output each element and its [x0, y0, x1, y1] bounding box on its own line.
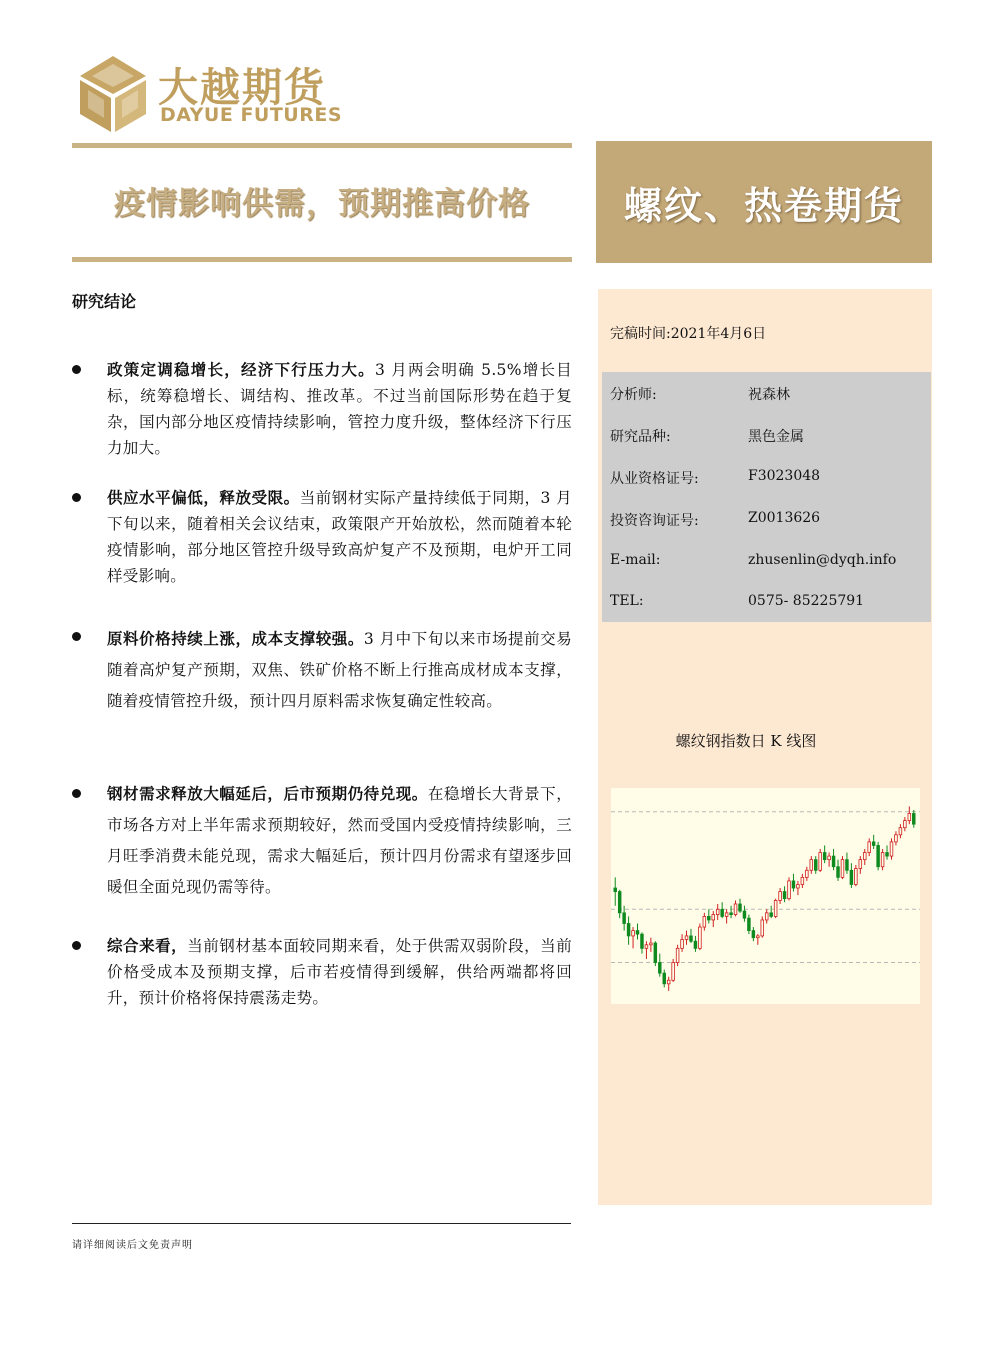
candle-body	[618, 892, 621, 913]
candle-body	[663, 973, 666, 984]
candle	[685, 931, 688, 945]
candle	[863, 849, 866, 865]
candle	[832, 849, 835, 870]
footer-disclaimer: 请详细阅读后文免责声明	[72, 1240, 193, 1251]
candle-body	[850, 870, 853, 884]
candle-body	[837, 867, 840, 878]
candle	[730, 906, 733, 918]
candle	[636, 923, 639, 939]
analyst-info-box	[602, 372, 931, 622]
candle	[739, 899, 742, 913]
candle	[627, 916, 630, 944]
candle-body	[805, 870, 808, 877]
candle	[712, 911, 715, 927]
candle-body	[636, 931, 639, 935]
candle	[694, 936, 697, 952]
candle-body	[667, 980, 670, 984]
candle-body	[814, 860, 817, 871]
candle	[721, 902, 724, 918]
candle-body	[774, 900, 777, 916]
candle-body	[797, 884, 800, 888]
candle-body	[828, 856, 831, 860]
candle-body	[681, 939, 684, 948]
bullet-item	[72, 933, 572, 1011]
candle	[658, 954, 661, 977]
candle	[672, 959, 675, 982]
candle-body	[788, 881, 791, 899]
footer-rule	[72, 1223, 571, 1224]
candle	[797, 881, 800, 895]
candle-body	[623, 913, 626, 924]
candle	[690, 929, 693, 943]
candle	[855, 865, 858, 886]
candle-body	[716, 909, 719, 914]
bullet-body: 3 月中下旬以来市场提前交易随着高炉复产预期，双焦、铁矿价格不断上行推高成材成本支撑，随着疫情管控升级，预计四月原料需求恢复确定性较高。	[107, 630, 572, 710]
candle-body	[770, 913, 773, 917]
candle-body	[739, 904, 742, 911]
bullet-lead: 供应水平偏低，释放受限。	[107, 489, 300, 507]
candle	[890, 838, 893, 859]
bullet-lead: 综合来看，	[107, 937, 188, 955]
candle	[770, 906, 773, 918]
candle	[725, 909, 728, 923]
bullet-body: 当前钢材实际产量持续低于同期，3 月下旬以来，随着相关会议结束，政策限产开始放松，然而随着本轮疫情影响，部分地区管控升级导致高炉复产不及预期，电炉开工同样受影响。	[107, 489, 572, 585]
completion-date: 完稿时间:2021年4月6日	[610, 326, 767, 342]
candle	[716, 904, 719, 920]
candle-body	[779, 892, 782, 901]
candle	[703, 913, 706, 931]
candle-body	[650, 943, 653, 945]
info-value-email[interactable]: zhusenlin@dyqh.info	[748, 552, 897, 568]
candle-body	[712, 915, 715, 920]
candle	[667, 977, 670, 991]
product-title-box	[596, 141, 932, 263]
candle	[805, 867, 808, 881]
candle-body	[654, 943, 657, 963]
candle	[774, 899, 777, 919]
bullet-lead: 钢材需求释放大幅延后，后市预期仍待兑现。	[107, 785, 428, 803]
candle-body	[645, 945, 648, 949]
candle	[837, 860, 840, 881]
candle	[814, 856, 817, 874]
bullet-item	[72, 779, 572, 903]
candle-body	[658, 963, 661, 974]
bullet-dot-icon	[72, 632, 81, 641]
section-heading: 研究结论	[72, 292, 137, 311]
candle-body	[743, 911, 746, 918]
candle-body	[895, 835, 898, 842]
candle	[895, 831, 898, 845]
bullet-dot-icon	[72, 493, 81, 502]
bullet-dot-icon	[72, 365, 81, 374]
candle	[868, 838, 871, 856]
candle	[645, 941, 648, 959]
candle	[676, 945, 679, 966]
candle-body	[904, 821, 907, 828]
candle-body	[819, 853, 822, 871]
candle-body	[863, 853, 866, 860]
bullet-dot-icon	[72, 789, 81, 798]
candle-body	[627, 923, 630, 935]
info-value: 祝森林	[748, 387, 790, 403]
bullet-lead: 政策定调稳增长，经济下行压力大。	[107, 361, 375, 379]
candle	[650, 938, 653, 952]
candle	[614, 877, 617, 905]
candle-body	[632, 931, 635, 936]
candle	[810, 856, 813, 874]
info-value: F3023048	[748, 468, 821, 484]
candle	[632, 927, 635, 948]
candle	[819, 849, 822, 872]
candle-body	[707, 916, 710, 920]
candle	[681, 934, 684, 952]
candle-body	[672, 963, 675, 981]
candle	[908, 806, 911, 824]
candle	[881, 849, 884, 870]
candle-body	[881, 853, 884, 867]
candle	[850, 863, 853, 888]
candle-body	[756, 936, 759, 938]
candle	[779, 888, 782, 904]
bullet-item	[72, 485, 572, 589]
candle-body	[734, 904, 737, 915]
candle-body	[690, 936, 693, 941]
candle-body	[699, 927, 702, 948]
candle	[912, 810, 915, 828]
title-bottom-rule	[72, 257, 572, 262]
candle-body	[694, 941, 697, 948]
bullet-item	[72, 357, 572, 461]
candle-body	[748, 918, 751, 930]
bullet-dot-icon	[72, 941, 81, 950]
kline-chart-svg	[611, 788, 920, 1004]
candle	[877, 842, 880, 870]
candle	[801, 874, 804, 888]
info-value: Z0013626	[748, 510, 821, 526]
candle	[792, 874, 795, 892]
candle	[841, 856, 844, 879]
candle-body	[908, 814, 911, 821]
info-value: 黑色金属	[748, 429, 804, 445]
candle-body	[832, 856, 835, 867]
candle	[783, 886, 786, 902]
info-label: TEL:	[610, 593, 644, 609]
chart-title: 螺纹钢指数日 K 线图	[675, 732, 817, 750]
candle-body	[823, 853, 826, 860]
candle	[872, 835, 875, 849]
candle	[899, 824, 902, 838]
bullet-lead: 原料价格持续上涨，成本支撑较强。	[107, 630, 364, 648]
candle	[641, 932, 644, 953]
candle	[654, 941, 657, 966]
candle-body	[872, 842, 875, 846]
candle-body	[859, 860, 862, 869]
candle	[904, 817, 907, 831]
info-label: 从业资格证号:	[610, 471, 699, 487]
candle-body	[868, 842, 871, 853]
candle	[761, 916, 764, 937]
candle-body	[703, 916, 706, 927]
candle	[765, 909, 768, 923]
info-label: 研究品种:	[610, 429, 671, 445]
candle	[743, 906, 746, 922]
candle-body	[721, 909, 724, 916]
candle-body	[725, 913, 728, 917]
candle-body	[783, 892, 786, 899]
candle	[663, 970, 666, 988]
candle-body	[685, 936, 688, 940]
candle-body	[641, 934, 644, 948]
candle-body	[730, 913, 733, 915]
candle	[756, 934, 759, 945]
candle-body	[886, 853, 889, 857]
bullet-body: 在稳增长大背景下，市场各方对上半年需求预期较好，然而受国内受疫情持续影响，三月旺季消费未能兑现，需求大幅延后，预计四月份需求有望逐步回暖但全面兑现仍需等待。	[107, 785, 572, 896]
candle-body	[890, 842, 893, 856]
candle	[859, 856, 862, 874]
product-title: 螺纹、热卷期货	[623, 184, 904, 228]
candle	[788, 877, 791, 900]
candle	[707, 909, 710, 923]
candle	[699, 923, 702, 950]
info-label: E-mail:	[610, 552, 661, 568]
logo-en-text: DAYUE FUTURES	[160, 104, 343, 126]
candle	[748, 915, 751, 935]
candle-body	[761, 920, 764, 936]
candle	[846, 853, 849, 874]
bullet-item	[72, 624, 572, 717]
candle-body	[614, 888, 617, 892]
info-value: 0575- 85225791	[748, 593, 865, 609]
info-label: 分析师:	[610, 387, 657, 403]
report-title: 疫情影响供需，预期推高价格	[114, 186, 530, 222]
candle-body	[801, 877, 804, 884]
logo-cube-icon	[78, 54, 148, 134]
candle	[752, 927, 755, 941]
candle	[823, 845, 826, 863]
candle	[886, 845, 889, 859]
candle-body	[877, 845, 880, 866]
candle-body	[846, 860, 849, 871]
kline-chart	[611, 788, 920, 1004]
info-label: 投资咨询证号:	[610, 513, 699, 529]
company-logo	[78, 54, 343, 136]
title-top-rule	[72, 143, 572, 148]
candle-body	[912, 814, 915, 825]
candle	[828, 853, 831, 867]
candle-body	[792, 881, 795, 888]
candle	[618, 890, 621, 918]
candle-body	[899, 828, 902, 835]
bullet-body: 当前钢材基本面较同期来看，处于供需双弱阶段，当前价格受成本及预期支撑，后市若疫情得到缓解，供给两端都将回升，预计价格将保持震荡走势。	[107, 937, 572, 1007]
candle-body	[765, 913, 768, 920]
candle-body	[752, 931, 755, 938]
logo-cn-text: 大越期货	[158, 65, 326, 111]
candle-body	[676, 948, 679, 962]
candle-body	[810, 860, 813, 871]
bullet-body: 3 月两会明确 5.5%增长目标，统筹稳增长、调结构、推改革。不过当前国际形势在趋于复杂，国内部分地区疫情持续影响，管控力度升级，整体经济下行压力加大。	[107, 361, 572, 457]
candle-body	[855, 869, 858, 885]
candle	[734, 900, 737, 916]
candle-body	[841, 860, 844, 878]
